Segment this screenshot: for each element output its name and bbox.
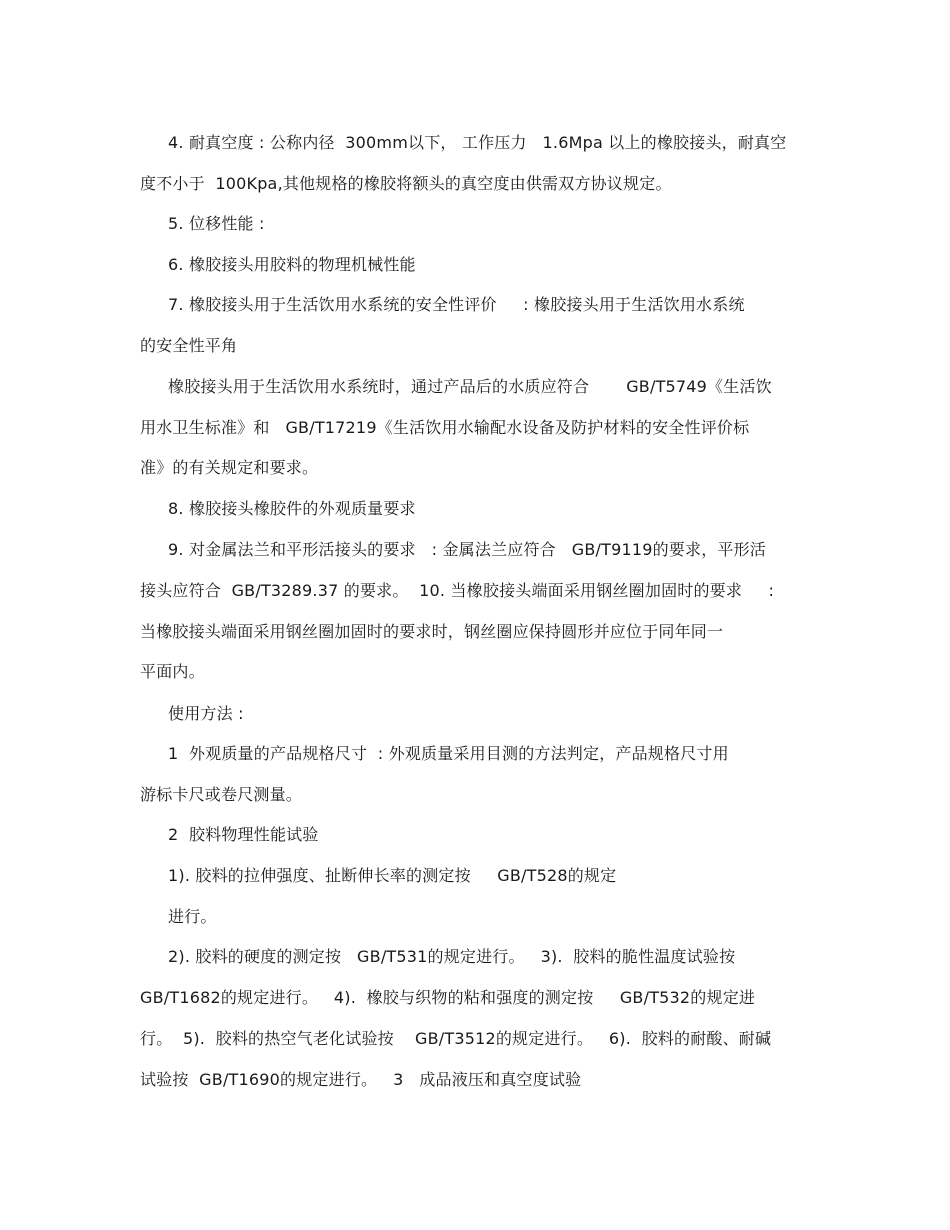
text-line: 2 胶料物理性能试验 [168, 825, 319, 844]
text-line: 橡胶接头用于生活饮用水系统时，通过产品后的水质应符合 GB/T5749《生活饮 [168, 377, 772, 396]
text-line: 游标卡尺或卷尺测量。 [140, 785, 303, 804]
text-line: 的安全性平角 [140, 336, 238, 355]
text-line: 使用方法 : [168, 704, 244, 723]
text-line: 行。 5). 胶料的热空气老化试验按 GB/T3512的规定进行。 6). 胶料的耐酸、耐碱 [140, 1029, 772, 1048]
text-line: 6. 橡胶接头用胶料的物理机械性能 [168, 255, 416, 274]
text-line: 准》的有关规定和要求。 [140, 458, 319, 477]
text-line: 进行。 [168, 907, 217, 926]
text-line: GB/T1682的规定进行。 4). 橡胶与织物的粘和强度的测定按 GB/T532的规定进 [140, 988, 756, 1007]
text-line: 7. 橡胶接头用于生活饮用水系统的安全性评价 : 橡胶接头用于生活饮用水系统 [168, 295, 745, 314]
text-line: 9. 对金属法兰和平形活接头的要求 : 金属法兰应符合 GB/T9119的要求，平形活 [168, 540, 767, 559]
text-line: 8. 橡胶接头橡胶件的外观质量要求 [168, 499, 416, 518]
text-line: 度不小于 100Kpa,其他规格的橡胶将额头的真空度由供需双方协议规定。 [140, 174, 672, 193]
text-line: 2). 胶料的硬度的测定按 GB/T531的规定进行。 3). 胶料的脆性温度试验按 [168, 947, 736, 966]
text-line: 用水卫生标准》和 GB/T17219《生活饮用水输配水设备及防护材料的安全性评价标 [140, 418, 750, 437]
text-line: 5. 位移性能 : [168, 214, 265, 233]
text-line: 当橡胶接头端面采用钢丝圈加固时的要求时，钢丝圈应保持圆形并应位于同年同一 [140, 622, 724, 641]
text-line: 试验按 GB/T1690的规定进行。 3 成品液压和真空度试验 [140, 1070, 582, 1089]
text-line: 4. 耐真空度 : 公称内径 300mm以下， 工作压力 1.6Mpa 以上的橡胶接头，耐真空 [168, 133, 787, 152]
text-line: 平面内。 [140, 662, 205, 681]
text-line: 1 外观质量的产品规格尺寸 : 外观质量采用目测的方法判定，产品规格尺寸用 [168, 744, 729, 763]
text-line: 1). 胶料的拉伸强度、扯断伸长率的测定按 GB/T528的规定 [168, 866, 617, 885]
text-line: 接头应符合 GB/T3289.37 的要求。 10. 当橡胶接头端面采用钢丝圈加固时的要求 : [140, 581, 775, 600]
